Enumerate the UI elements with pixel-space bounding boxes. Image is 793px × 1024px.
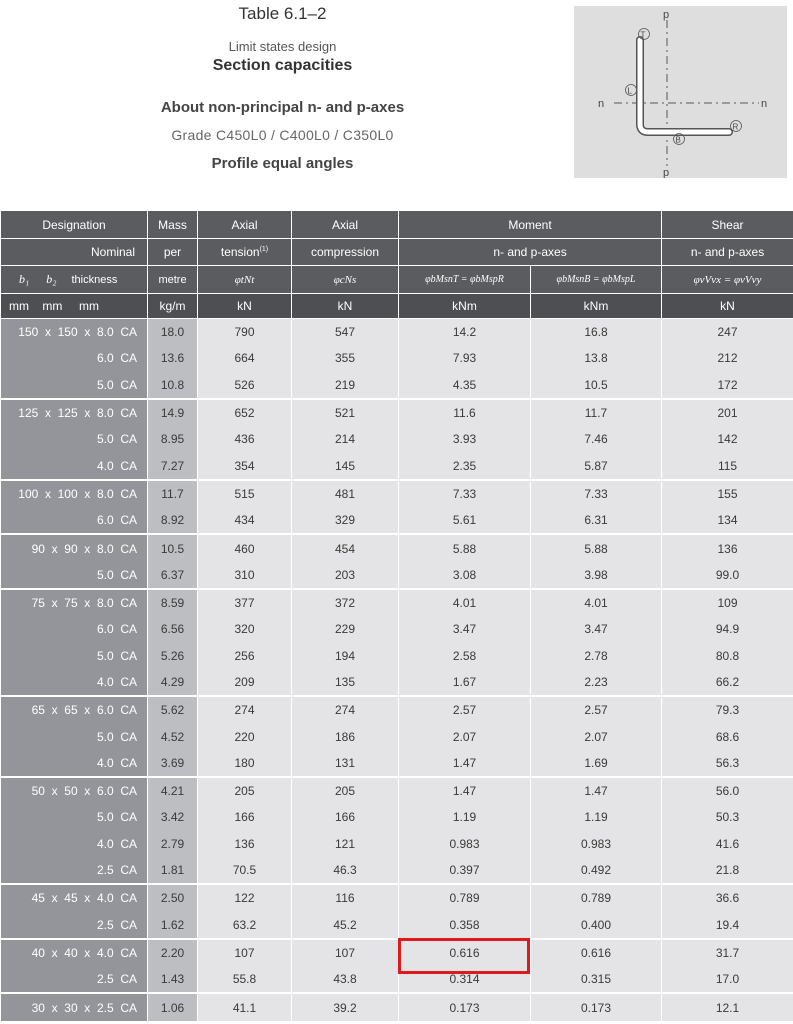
cell-m2: 1.69: [531, 750, 662, 777]
cell-m1: 0.314: [399, 966, 531, 993]
cell-m2: 0.173: [531, 993, 662, 1020]
cell-m2: 3.98: [531, 562, 662, 589]
axes-heading: About non-principal n- and p-axes: [160, 99, 405, 116]
cell-shear: 247: [662, 319, 793, 346]
cell-shear: 134: [662, 507, 793, 534]
cell-m1: 0.397: [399, 857, 531, 884]
cell-m2: 6.31: [531, 507, 662, 534]
cell-m1: 0.358: [399, 912, 531, 939]
cell-m1: 1.19: [399, 804, 531, 830]
cell-shear: 212: [662, 345, 793, 371]
cell-m2: 1.47: [531, 777, 662, 804]
cell-axial-t: 136: [198, 831, 292, 857]
cell-shear: 172: [662, 372, 793, 399]
cell-m1: 14.2: [399, 319, 531, 346]
cell-m2: 2.57: [531, 696, 662, 723]
table-row: [1, 643, 793, 669]
col-axial-compression: Axial: [292, 211, 399, 239]
table-row: [1, 912, 793, 939]
cell-m1: 0.983: [399, 831, 531, 857]
cell-shear: 50.3: [662, 804, 793, 830]
cell-mass: 6.37: [148, 562, 198, 589]
angle-section-diagram: [574, 6, 787, 178]
table-row: [1, 723, 793, 749]
cell-m2: 16.8: [531, 319, 662, 346]
cell-designation: 75 x 75 x 8.0 CA: [1, 589, 148, 616]
table-row: [1, 669, 793, 696]
cell-m1: 7.93: [399, 345, 531, 371]
cell-axial-c: 454: [292, 534, 399, 561]
cell-m1: 11.6: [399, 399, 531, 426]
col-compression: compression: [292, 239, 399, 266]
unit-axial-tension: kN: [198, 294, 292, 319]
cell-mass: 10.5: [148, 534, 198, 561]
cell-designation: 6.0 CA: [1, 616, 148, 642]
table-row: [1, 616, 793, 642]
cell-mass: 8.92: [148, 507, 198, 534]
table-row: [1, 399, 793, 426]
cell-m1: 0.173: [399, 993, 531, 1020]
cell-shear: 136: [662, 534, 793, 561]
cell-mass: 8.95: [148, 426, 198, 452]
cell-axial-t: 180: [198, 750, 292, 777]
cell-shear: 109: [662, 589, 793, 616]
cell-m1: 7.33: [399, 480, 531, 507]
cell-m2: 5.87: [531, 452, 662, 479]
cell-designation: 4.0 CA: [1, 831, 148, 857]
cell-shear: 56.3: [662, 750, 793, 777]
cell-axial-c: 39.2: [292, 993, 399, 1020]
cell-designation: 50 x 50 x 6.0 CA: [1, 777, 148, 804]
cell-shear: 21.8: [662, 857, 793, 884]
table-number: Table 6.1–2: [238, 4, 327, 23]
cell-axial-t: 434: [198, 507, 292, 534]
cell-axial-c: 547: [292, 319, 399, 346]
highlight-box: [398, 938, 530, 974]
col-shear-axes: n- and p-axes: [662, 239, 793, 266]
col-axial-tension: Axial: [198, 211, 292, 239]
cell-axial-c: 107: [292, 939, 399, 966]
cell-shear: 36.6: [662, 884, 793, 911]
cell-mass: 3.69: [148, 750, 198, 777]
cell-axial-t: 209: [198, 669, 292, 696]
diagram-label-n-right: n: [761, 98, 768, 110]
cell-shear: 99.0: [662, 562, 793, 589]
cell-axial-c: 166: [292, 804, 399, 830]
cell-mass: 13.6: [148, 345, 198, 371]
cell-shear: 41.6: [662, 831, 793, 857]
cell-m2: 7.33: [531, 480, 662, 507]
cell-designation: 6.0 CA: [1, 345, 148, 371]
cell-axial-t: 310: [198, 562, 292, 589]
cell-axial-t: 122: [198, 884, 292, 911]
cell-axial-t: 460: [198, 534, 292, 561]
cell-m1: 2.07: [399, 723, 531, 749]
cell-axial-c: 329: [292, 507, 399, 534]
cell-mass: 1.06: [148, 993, 198, 1020]
table-row: [1, 372, 793, 399]
cell-designation: 5.0 CA: [1, 426, 148, 452]
diagram-label-p-top: p: [663, 9, 670, 21]
cell-axial-t: 515: [198, 480, 292, 507]
cell-mass: 4.21: [148, 777, 198, 804]
table-row: [1, 452, 793, 479]
cell-m2: 1.19: [531, 804, 662, 830]
cell-mass: 1.62: [148, 912, 198, 939]
cell-axial-t: 790: [198, 319, 292, 346]
cell-axial-t: 377: [198, 589, 292, 616]
cell-designation: 2.5 CA: [1, 857, 148, 884]
cell-mass: 5.62: [148, 696, 198, 723]
table-row: [1, 534, 793, 561]
cell-designation: 150 x 150 x 8.0 CA: [1, 319, 148, 346]
table-row: [1, 857, 793, 884]
cell-axial-c: 274: [292, 696, 399, 723]
cell-shear: 17.0: [662, 966, 793, 993]
cell-designation: 2.5 CA: [1, 966, 148, 993]
cell-axial-c: 131: [292, 750, 399, 777]
cell-m1: 1.47: [399, 750, 531, 777]
cell-m1: 0.616: [399, 939, 531, 966]
cell-designation: 40 x 40 x 4.0 CA: [1, 939, 148, 966]
cell-m2: 0.983: [531, 831, 662, 857]
unit-axial-compression: kN: [292, 294, 399, 319]
cell-m2: 0.492: [531, 857, 662, 884]
table-body: [1, 319, 793, 1021]
cell-designation: 4.0 CA: [1, 452, 148, 479]
b2-label: b₂: [46, 272, 57, 286]
section-capacities-table: [0, 210, 793, 1021]
cell-shear: 79.3: [662, 696, 793, 723]
col-mass-metre: metre: [148, 266, 198, 294]
cell-designation: 5.0 CA: [1, 372, 148, 399]
cell-axial-t: 107: [198, 939, 292, 966]
cell-designation: 5.0 CA: [1, 643, 148, 669]
cell-designation: 65 x 65 x 6.0 CA: [1, 696, 148, 723]
cell-axial-t: 274: [198, 696, 292, 723]
cell-m2: 3.47: [531, 616, 662, 642]
cell-m1: 2.58: [399, 643, 531, 669]
cell-shear: 80.8: [662, 643, 793, 669]
cell-axial-c: 116: [292, 884, 399, 911]
cell-m2: 2.07: [531, 723, 662, 749]
cell-axial-c: 186: [292, 723, 399, 749]
cell-shear: 19.4: [662, 912, 793, 939]
cell-mass: 14.9: [148, 399, 198, 426]
cell-designation: 45 x 45 x 4.0 CA: [1, 884, 148, 911]
cell-axial-c: 45.2: [292, 912, 399, 939]
unit-designation: mm mm mm: [1, 294, 148, 319]
cell-axial-t: 526: [198, 372, 292, 399]
cell-m2: 2.23: [531, 669, 662, 696]
cell-axial-c: 229: [292, 616, 399, 642]
col-mass-per: per: [148, 239, 198, 266]
cell-m2: 11.7: [531, 399, 662, 426]
point-l-label: L: [627, 86, 632, 96]
cell-m1: 4.01: [399, 589, 531, 616]
cell-m1: 3.93: [399, 426, 531, 452]
cell-axial-t: 664: [198, 345, 292, 371]
diagram-label-n-left: n: [598, 98, 605, 110]
col-moment-symbol-1: φbMsnT = φbMspR: [399, 266, 531, 294]
unit-moment-1: kNm: [399, 294, 531, 319]
cell-m2: 5.88: [531, 534, 662, 561]
col-shear: Shear: [662, 211, 793, 239]
cell-m2: 2.78: [531, 643, 662, 669]
cell-axial-c: 521: [292, 399, 399, 426]
cell-shear: 56.0: [662, 777, 793, 804]
table-row: [1, 804, 793, 830]
cell-m1: 5.88: [399, 534, 531, 561]
table-row: [1, 884, 793, 911]
cell-m2: 10.5: [531, 372, 662, 399]
cell-designation: 2.5 CA: [1, 912, 148, 939]
cell-m1: 1.47: [399, 777, 531, 804]
cell-shear: 115: [662, 452, 793, 479]
cell-shear: 31.7: [662, 939, 793, 966]
cell-shear: 142: [662, 426, 793, 452]
cell-axial-c: 355: [292, 345, 399, 371]
cell-designation: 5.0 CA: [1, 562, 148, 589]
heading: Section capacities: [212, 57, 353, 74]
table-row: [1, 993, 793, 1020]
cell-axial-t: 320: [198, 616, 292, 642]
point-r-label: R: [732, 122, 739, 132]
cell-shear: 66.2: [662, 669, 793, 696]
cell-shear: 155: [662, 480, 793, 507]
cell-mass: 6.56: [148, 616, 198, 642]
cell-shear: 68.6: [662, 723, 793, 749]
table-row: [1, 966, 793, 993]
cell-m1: 3.47: [399, 616, 531, 642]
cell-designation: 100 x 100 x 8.0 CA: [1, 480, 148, 507]
table-row: [1, 589, 793, 616]
point-t-label: T: [640, 30, 646, 40]
cell-axial-t: 256: [198, 643, 292, 669]
cell-axial-t: 652: [198, 399, 292, 426]
cell-m2: 0.315: [531, 966, 662, 993]
cell-axial-c: 43.8: [292, 966, 399, 993]
cell-shear: 12.1: [662, 993, 793, 1020]
cell-mass: 11.7: [148, 480, 198, 507]
cell-axial-c: 205: [292, 777, 399, 804]
cell-axial-t: 55.8: [198, 966, 292, 993]
subtitle: Limit states design: [228, 39, 337, 54]
tension-note: (1): [259, 246, 269, 253]
unit-moment-2: kNm: [531, 294, 662, 319]
table-row: [1, 750, 793, 777]
point-b-label: B: [675, 135, 681, 145]
cell-axial-c: 214: [292, 426, 399, 452]
cell-designation: 30 x 30 x 2.5 CA: [1, 993, 148, 1020]
cell-axial-c: 372: [292, 589, 399, 616]
col-nominal: Nominal: [1, 239, 148, 266]
col-moment: Moment: [399, 211, 662, 239]
cell-mass: 5.26: [148, 643, 198, 669]
col-moment-symbol-2: φbMsnB = φbMspL: [531, 266, 662, 294]
col-moment-axes: n- and p-axes: [399, 239, 662, 266]
cell-axial-t: 166: [198, 804, 292, 830]
cell-mass: 10.8: [148, 372, 198, 399]
cell-axial-t: 205: [198, 777, 292, 804]
cell-mass: 2.20: [148, 939, 198, 966]
cell-mass: 2.50: [148, 884, 198, 911]
cell-m1: 2.35: [399, 452, 531, 479]
cell-m2: 7.46: [531, 426, 662, 452]
table-row: [1, 345, 793, 371]
cell-mass: 7.27: [148, 452, 198, 479]
cell-shear: 201: [662, 399, 793, 426]
cell-m2: 4.01: [531, 589, 662, 616]
unit-shear: kN: [662, 294, 793, 319]
cell-mass: 2.79: [148, 831, 198, 857]
cell-m2: 0.400: [531, 912, 662, 939]
cell-axial-t: 41.1: [198, 993, 292, 1020]
table-row: [1, 426, 793, 452]
cell-axial-c: 46.3: [292, 857, 399, 884]
diagram-label-p-bottom: p: [663, 167, 670, 178]
cell-m1: 0.789: [399, 884, 531, 911]
table-row: [1, 939, 793, 966]
cell-designation: 90 x 90 x 8.0 CA: [1, 534, 148, 561]
cell-designation: 6.0 CA: [1, 507, 148, 534]
table-row: [1, 319, 793, 346]
table-row: [1, 831, 793, 857]
cell-designation: 5.0 CA: [1, 723, 148, 749]
table-row: [1, 480, 793, 507]
table-row: [1, 562, 793, 589]
col-designation: Designation: [1, 211, 148, 239]
cell-mass: 1.81: [148, 857, 198, 884]
table-row: [1, 696, 793, 723]
cell-axial-t: 354: [198, 452, 292, 479]
cell-m2: 0.616: [531, 939, 662, 966]
col-shear-symbol: φvVvx = φvVvy: [662, 266, 793, 294]
col-compression-symbol: φcNs: [292, 266, 399, 294]
tension-label: tension: [220, 245, 260, 259]
cell-m2: 0.789: [531, 884, 662, 911]
col-axial-tension-2: [198, 239, 292, 266]
cell-shear: 94.9: [662, 616, 793, 642]
b1-label: b₁: [19, 272, 30, 286]
cell-designation: 5.0 CA: [1, 804, 148, 830]
cell-axial-t: 220: [198, 723, 292, 749]
cell-designation: 4.0 CA: [1, 750, 148, 777]
cell-mass: 1.43: [148, 966, 198, 993]
thickness-label: thickness: [71, 274, 118, 286]
table-row: [1, 507, 793, 534]
cell-designation: 4.0 CA: [1, 669, 148, 696]
cell-axial-c: 121: [292, 831, 399, 857]
cell-m1: 5.61: [399, 507, 531, 534]
col-mass: Mass: [148, 211, 198, 239]
cell-axial-c: 203: [292, 562, 399, 589]
cell-m1: 4.35: [399, 372, 531, 399]
col-dims: [1, 266, 148, 294]
cell-mass: 4.29: [148, 669, 198, 696]
cell-m1: 3.08: [399, 562, 531, 589]
cell-m2: 13.8: [531, 345, 662, 371]
cell-axial-t: 436: [198, 426, 292, 452]
cell-m1: 1.67: [399, 669, 531, 696]
unit-mass: kg/m: [148, 294, 198, 319]
cell-axial-c: 135: [292, 669, 399, 696]
cell-mass: 18.0: [148, 319, 198, 346]
cell-m1: 2.57: [399, 696, 531, 723]
cell-axial-c: 481: [292, 480, 399, 507]
cell-mass: 8.59: [148, 589, 198, 616]
cell-axial-c: 145: [292, 452, 399, 479]
grade-line: Grade C450L0 / C400L0 / C350L0: [171, 127, 394, 143]
col-tension-symbol: φtNt: [198, 266, 292, 294]
profile-line: Profile equal angles: [211, 155, 354, 172]
cell-axial-c: 219: [292, 372, 399, 399]
cell-mass: 3.42: [148, 804, 198, 830]
cell-designation: 125 x 125 x 8.0 CA: [1, 399, 148, 426]
cell-axial-c: 194: [292, 643, 399, 669]
cell-mass: 4.52: [148, 723, 198, 749]
cell-axial-t: 63.2: [198, 912, 292, 939]
cell-axial-t: 70.5: [198, 857, 292, 884]
table-row: [1, 777, 793, 804]
